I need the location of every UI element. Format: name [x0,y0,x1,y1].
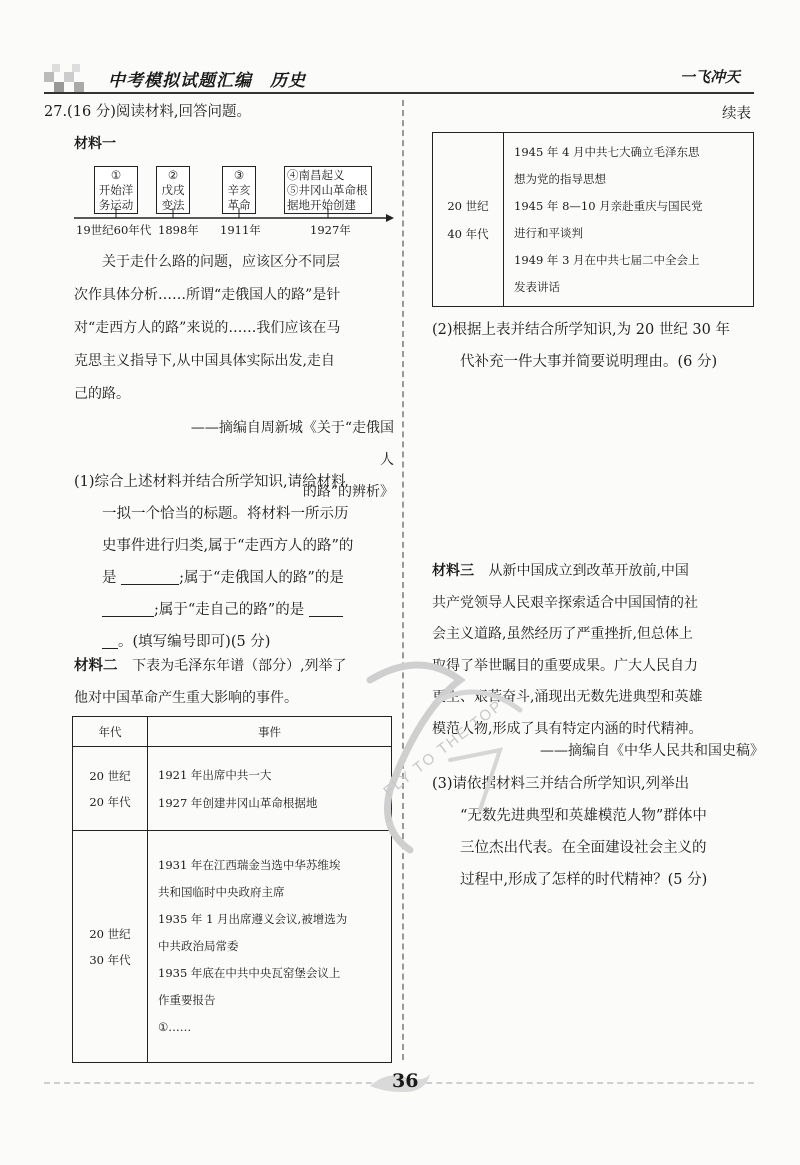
text-span: 。(填写编号即可)(5 分) [118,634,271,650]
text-line: 克思主义指导下,从中国具体实际出发,走自 [74,353,335,369]
table-header-row [73,717,392,747]
page-number-badge [368,1068,432,1096]
events-cell [148,747,392,831]
event-line: 作重要报告 [158,993,216,1007]
events-cell [504,133,754,307]
text-span: ;属于“走自己的路”的是 [154,602,305,618]
table-row [73,747,392,831]
page-number: 36 [392,1070,419,1092]
text-span: ;属于“走俄国人的路”的是 [179,570,344,586]
era-text: 20 年代 [89,794,131,809]
header-brand: 一飞冲天 [680,68,741,86]
source-line: 的路”的辨析》 [302,484,394,500]
text-line: 关于走什么路的问题，应该区分不同层 [102,254,340,270]
era-text: 20 世纪 [89,926,131,941]
text-line [74,650,396,682]
answer-blank-west[interactable] [121,568,179,585]
event-line: 1935 年底在中共中央瓦窑堡会议上 [158,966,341,980]
answer-space-q3[interactable] [432,900,754,1050]
event-line: 1927 年创建井冈山革命根据地 [158,795,318,810]
material-2 [74,650,396,714]
column-divider [402,100,404,1060]
timeline-event: ② 戊戌 变法 [156,166,190,214]
mao-chronology-table-continued [432,132,754,307]
text-line: (1)综合上述材料并结合所学知识,请给材料 [74,474,346,490]
text-line: 史事件进行归类,属于“走西方人的路”的 [102,538,354,554]
source-line: ——摘编自周新城《关于“走俄国人 [190,420,394,468]
text-line [74,594,396,626]
text-line: 一拟一个恰当的标题。将材料一所示历 [102,506,349,522]
question-2 [432,314,762,378]
text-span: 从新中国成立到改革开放前,中国 [488,563,689,579]
question-3 [432,768,762,896]
material-3-source: ——摘编自《中华人民共和国史稿》 [540,743,764,759]
event-line: 1921 年出席中共一大 [158,767,272,782]
era-cell [73,747,148,831]
event-line: 1945 年 4 月中共七大确立毛泽东思 [514,144,700,159]
timeline-event: ③ 辛亥 革命 [222,166,256,214]
text-line: “无数先进典型和英雄模范人物”群体中 [460,808,707,824]
header-title: 中考模拟试题汇编 历史 [108,71,306,91]
table-row [73,831,392,1063]
event-line: 进行和平谈判 [514,225,583,240]
timeline-year: 1898年 [158,223,199,237]
text-line: 己的路。 [74,386,130,402]
timeline-year: 1927年 [310,223,351,237]
answer-blank-own-road-a[interactable] [309,600,343,617]
era-text: 20 世纪 [89,768,131,783]
material-3 [432,556,762,745]
table-row [433,133,754,307]
col-header-era: 年代 [73,717,148,747]
material-2-label: 材料二 [74,658,118,674]
answer-blank-russia[interactable] [102,600,154,617]
text-span: 下表为毛泽东年谱（部分）,列举了 [132,658,347,674]
watermark-text: FLY TO THE TOP [380,696,507,801]
era-text: 40 年代 [447,226,489,241]
question-1 [74,466,396,658]
event-line: 1935 年 1 月出席遵义会议,被增选为 [158,912,348,926]
event-line: 1949 年 3 月在中共七届二中全会上 [514,252,700,267]
event-line: 中共政治局常委 [158,939,239,953]
continued-label: 续表 [722,106,751,122]
era-text: 20 世纪 [447,198,489,213]
timeline-year: 19世纪60年代 [76,223,152,237]
text-line: 模范人物,形成了具有特定内涵的时代精神。 [432,720,703,737]
event-line: 发表讲话 [514,279,560,294]
text-line [432,556,762,588]
text-line: 共产党领导人民艰辛探索适合中国国情的社 [432,594,698,611]
mao-chronology-table [72,716,392,1063]
col-header-event: 事件 [148,717,392,747]
text-line: 会主义道路,虽然经历了严重挫折,但总体上 [432,626,693,642]
text-line: 对“走西方人的路”来说的……我们应该在马 [74,320,341,336]
answer-blank-own-road-b[interactable] [102,632,118,649]
event-line: 1945 年 8—10 月亲赴重庆与国民党 [514,198,703,213]
question-27-intro: 27.(16 分)阅读材料,回答问题。 [44,104,252,120]
text-line: 三位杰出代表。在全面建设社会主义的 [460,840,707,856]
material-3-label: 材料三 [432,563,474,579]
era-cell [73,831,148,1063]
text-span: 是 [102,570,117,586]
text-line: (2)根据上表并结合所学知识,为 20 世纪 30 年 [432,322,730,338]
event-line: 想为党的指导思想 [514,171,606,186]
era-text: 30 年代 [89,952,131,967]
era-cell [433,133,504,307]
checker-icon [44,64,92,92]
text-line: (3)请依据材料三并结合所学知识,列举出 [432,776,690,792]
header-rule [44,92,754,94]
events-cell [148,831,392,1063]
event-line: 共和国临时中央政府主席 [158,885,285,899]
text-line: 次作具体分析……所谓“走俄国人的路”是针 [74,287,341,303]
timeline [74,164,394,244]
timeline-year: 1911年 [220,223,261,237]
timeline-event: ④南昌起义 ⑤井冈山革命根 据地开始创建 [284,166,372,214]
answer-space-q2[interactable] [432,384,754,544]
event-line: 1931 年在江西瑞金当选中华苏维埃 [158,858,341,872]
material-1-label: 材料一 [74,136,116,152]
text-line: 更生、艰苦奋斗,涌现出无数先进典型和英雄 [432,689,703,705]
material-1-text [74,246,394,411]
header-logo-squares [44,64,92,92]
text-line [74,562,396,594]
text-line: 他对中国革命产生重大影响的事件。 [74,690,298,706]
arrow-right-icon [386,214,394,222]
text-line: 过程中,形成了怎样的时代精神？(5 分) [460,872,708,888]
text-line: 取得了举世瞩目的重要成果。广大人民自力 [432,657,698,674]
event-line: ①…… [158,1020,192,1034]
timeline-event: ① 开始洋 务运动 [94,166,138,214]
text-line: 代补充一件大事并简要说明理由。(6 分) [460,354,718,370]
